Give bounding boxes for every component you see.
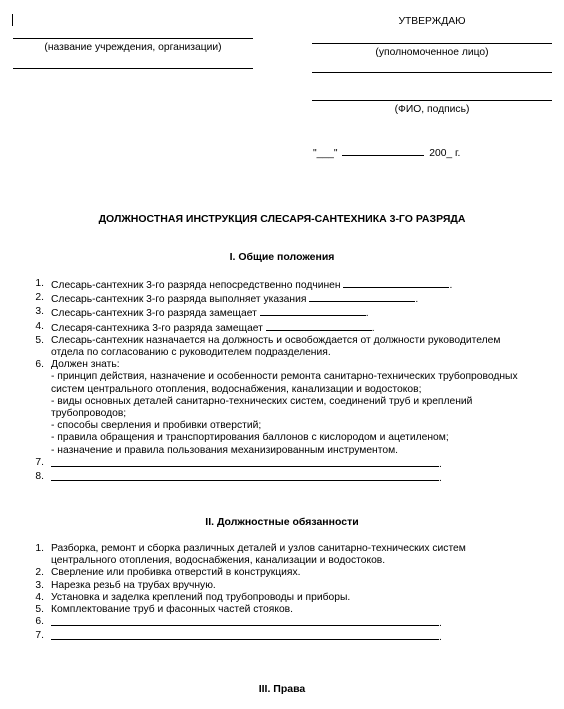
knowledge-item: - правила обращения и транспортирования баллонов с кислородом и ацетиленом; <box>51 432 449 444</box>
section2-heading: II. Должностные обязанности <box>205 516 359 528</box>
list-item: 1. Слесарь-сантехник 3-го разряда непосредственно подчинен . <box>35 278 453 291</box>
section1-list <box>30 278 550 485</box>
knowledge-item: - назначение и правила пользования механизированным инструментом. <box>51 444 399 456</box>
date-line <box>313 146 460 159</box>
section1-heading: I. Общие положения <box>229 251 335 263</box>
section2-list <box>30 543 550 645</box>
blank-field <box>51 616 439 626</box>
approver-line-2 <box>312 72 552 73</box>
approve-label: УТВЕРЖДАЮ <box>398 16 466 27</box>
document-title: ДОЛЖНОСТНАЯ ИНСТРУКЦИЯ СЛЕСАРЯ-САНТЕХНИКА 3-ГО РАЗРЯДА <box>98 213 466 225</box>
list-item: 8. . <box>35 471 442 485</box>
blank-field <box>343 278 449 288</box>
knowledge-item: - принцип действия, назначение и особенности ремонта санитарно-технических трубопроводных систем центрального отопления, водоснабжения, канализации и водостоков; <box>51 371 518 395</box>
fio-caption: (ФИО, подпись) <box>394 104 470 115</box>
list-item: 4. Слесаря-сантехника 3-го разряда замещает . <box>35 320 375 334</box>
date-quote-close: " <box>333 148 338 159</box>
blank-field <box>51 471 439 481</box>
list-item: 6. . <box>35 616 442 630</box>
blank-field <box>51 457 439 467</box>
fio-line <box>312 100 552 101</box>
list-item: 7. . <box>35 630 442 644</box>
section3-heading: III. Права <box>258 683 306 695</box>
list-item: 2. Сверление или пробивка отверстий в конструкциях. <box>35 567 301 579</box>
org-signature-line <box>13 38 253 39</box>
list-item: 1. Разборка, ремонт и сборка различных деталей и узлов санитарно-технических систем центрального отопления, водоснабжения, канализации и водостоков. <box>35 543 466 567</box>
list-item: 5. Комплектование труб и фасонных частей стояков. <box>35 604 294 616</box>
list-item: 3. Нарезка резьб на трубах вручную. <box>35 579 216 591</box>
knowledge-item: - виды основных деталей санитарно-технических систем, соединений труб и креплений трубопроводов; <box>51 395 473 420</box>
date-month-blank <box>342 146 424 156</box>
blank-field <box>51 630 439 640</box>
blank-field <box>266 321 372 331</box>
date-year: 200_ г. <box>429 148 461 159</box>
list-item: 3. Слесарь-сантехник 3-го разряда замещает . <box>35 306 369 320</box>
list-item: 6. Должен знать: - принцип действия, назначение и особенности ремонта санитарно-технических трубопроводных систем центрального отопления, водоснабжения, канализации и водостоков; - виды основных деталей санитарно-технических систем, соединений труб и креплений трубопроводов; - способы сверления и пробивки отверстий; - правила обращения и транспортирования баллонов с кислородом и ацетиленом; - назначение и правила пользования механизированным инструментом. <box>30 359 550 457</box>
blank-field <box>309 292 415 302</box>
text-cursor <box>12 14 13 26</box>
blank-field <box>260 306 366 316</box>
org-caption: (название учреждения, организации) <box>44 42 222 53</box>
org-signature-line-2 <box>13 68 253 69</box>
list-item: 2. Слесарь-сантехник 3-го разряда выполняет указания . <box>35 292 419 306</box>
approver-line <box>312 43 552 44</box>
list-item: 4. Установка и заделка креплений под трубопроводы и приборы. <box>35 591 351 603</box>
list-item: 5. Слесарь-сантехник назначается на должность и освобождается от должности руководителем отдела по согласованию с руководителем подразделения. <box>35 334 501 359</box>
date-quote-open: " <box>313 148 317 159</box>
person-caption: (уполномоченное лицо) <box>375 47 489 58</box>
date-day-blank: ___ <box>316 148 334 159</box>
knowledge-item: - способы сверления и пробивки отверстий; <box>51 420 262 432</box>
list-item: 7. . <box>35 456 442 470</box>
